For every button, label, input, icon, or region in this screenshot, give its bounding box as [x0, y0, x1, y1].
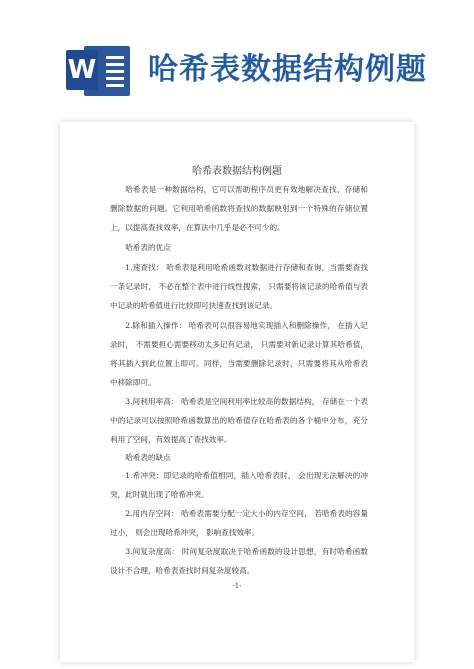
banner-title: 哈希表数据结构例题: [148, 52, 427, 87]
paragraph-hash-collision: 1.希冲突：即记录的哈希值相同，插入哈希表时， 会出现无法解决的冲突，此时就出现了哈希冲突。: [110, 471, 368, 499]
word-document-icon: [62, 40, 134, 102]
paragraph-complexity: 3.间复杂度高： 时间复杂度取决于哈希函数的设计思想，有时哈希函数设计不合理，哈希表查找时间复杂度较高。: [110, 547, 368, 575]
paragraph-memory: 2.用内存空间： 哈希表需要分配一定大小的内存空间， 若哈希表的容量过小， 则会出现哈希冲突， 影响查找效率。: [110, 509, 368, 537]
paragraph-intro: 哈希表是一种数据结构，它可以帮助程序员更有效地解决查找、存储和删除数据的问题。它利用哈希函数将查找的数据映射到一个特殊的存储位置上，以提高查找效率，在算法中几乎是必不可少的。: [110, 185, 368, 232]
word-logo-letter: W: [66, 50, 98, 90]
heading-disadvantages: 哈希表的缺点: [125, 453, 171, 462]
paragraph-space-usage: 3.间利用率高： 哈希表是空间利用率比较高的数据结构， 存储在一个表中的记录可以按照哈希函数算出的哈希值存在哈希表的各个桶中分布，充分利用了空间，有效提高了查找效率。: [110, 397, 368, 444]
page-number: -1-: [232, 582, 242, 590]
banner: [0, 0, 474, 110]
heading-advantages: 哈希表的优点: [125, 243, 171, 252]
document-page: [60, 122, 414, 662]
document-title: 哈希表数据结构例题: [192, 166, 282, 177]
paragraph-fast-lookup: 1.速查找： 哈希表是利用哈希函数对数据进行存储和查询，当需要查找一条记录时， 不必在整个表中进行线性搜索， 只需要将该记录的哈希值与表中记录的哈希值进行比较即可快速查找到该记录。: [110, 263, 368, 310]
paragraph-insert-delete: 2.除和插入操作： 哈希表可以很容易地实现插入和删除操作， 在插入记录时， 不需要担心需要移动太多记有记录， 只需要对新记录计算其哈希值，将其插入到此位置上即可。同样，当需要删除记录时，只需要将其从哈希表中移除即可。: [110, 321, 368, 387]
